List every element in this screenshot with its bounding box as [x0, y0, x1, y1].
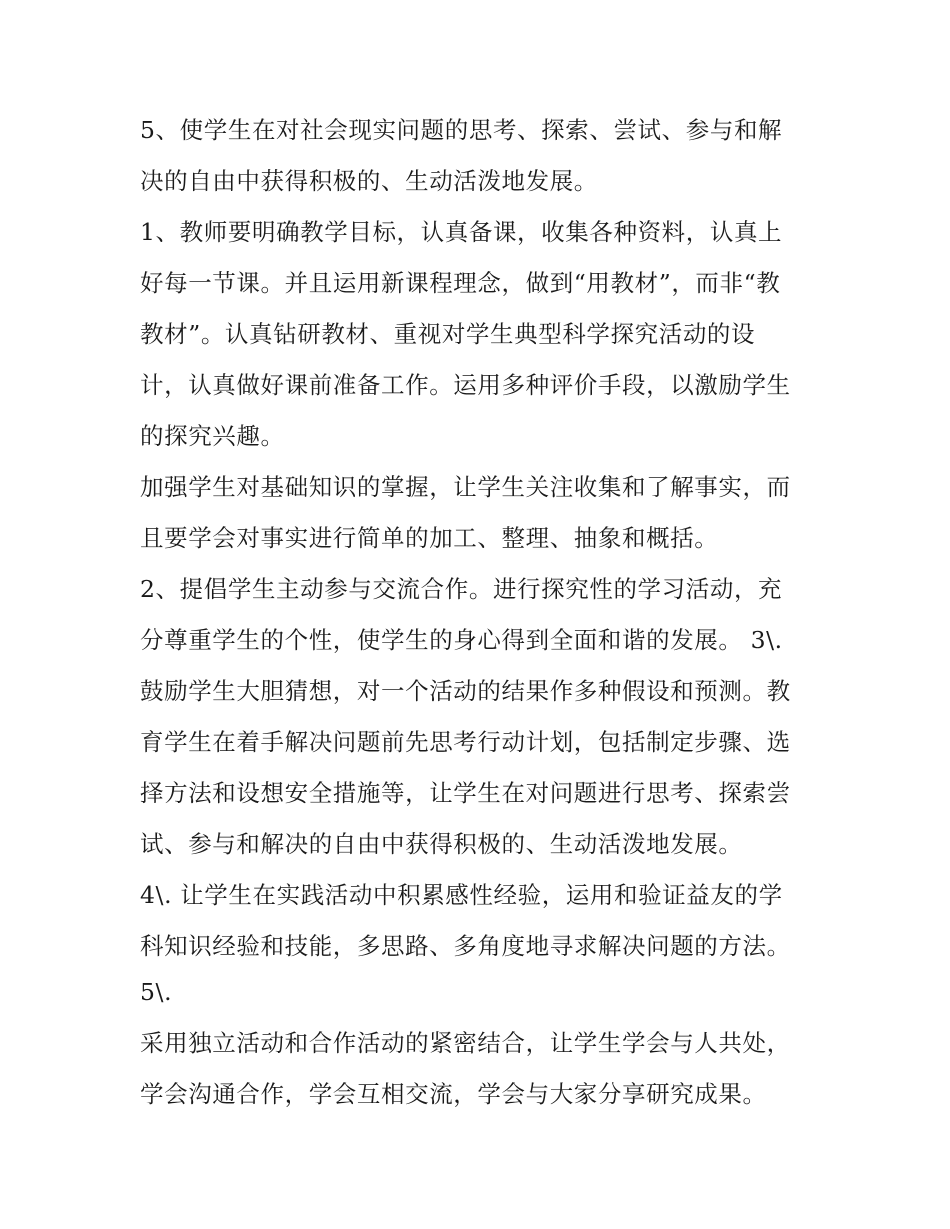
text-line: 鼓励学生大胆猜想，对一个活动的结果作多种假设和预测。教 — [140, 677, 791, 705]
text-line: 学会沟通合作，学会互相交流，学会与大家分享研究成果。 — [140, 1080, 767, 1108]
text-line: 试、参与和解决的自由中获得积极的、生动活泼地发展。 — [140, 830, 743, 858]
text-line: 采用独立活动和合作活动的紧密结合，让学生学会与人共处， — [140, 1029, 791, 1057]
text-line: 分尊重学生的个性，使学生的身心得到全面和谐的发展。 3\. — [140, 626, 783, 654]
text-line: 4\. 让学生在实践活动中积累感性经验，运用和验证益友的学 — [140, 881, 783, 909]
text-line: 决的自由中获得积极的、生动活泼地发展。 — [140, 167, 598, 195]
text-line: 计，认真做好课前准备工作。运用多种评价手段，以激励学生 — [140, 371, 791, 399]
text-line: 育学生在着手解决问题前先思考行动计划，包括制定步骤、选 — [140, 728, 791, 756]
text-line: 5、使学生在对社会现实问题的思考、探索、尝试、参与和解 — [140, 116, 783, 144]
text-line: 的探究兴趣。 — [140, 422, 285, 450]
text-line: 科知识经验和技能，多思路、多角度地寻求解决问题的方法。 — [140, 932, 791, 960]
text-line: 加强学生对基础知识的掌握，让学生关注收集和了解事实，而 — [140, 473, 791, 501]
text-line: 且要学会对事实进行简单的加工、整理、抽象和概括。 — [140, 524, 719, 552]
text-line: 好每一节课。并且运用新课程理念，做到“用教材”，而非“教 — [140, 269, 781, 297]
text-line: 教材”。认真钻研教材、重视对学生典型科学探究活动的设 — [140, 320, 756, 348]
text-line: 1、教师要明确教学目标，认真备课，收集各种资料，认真上 — [140, 218, 783, 246]
text-line: 择方法和设想安全措施等，让学生在对问题进行思考、探索尝 — [140, 779, 791, 807]
text-line: 2、提倡学生主动参与交流合作。进行探究性的学习活动，充 — [140, 575, 783, 603]
text-line: 5\. — [140, 978, 173, 1006]
